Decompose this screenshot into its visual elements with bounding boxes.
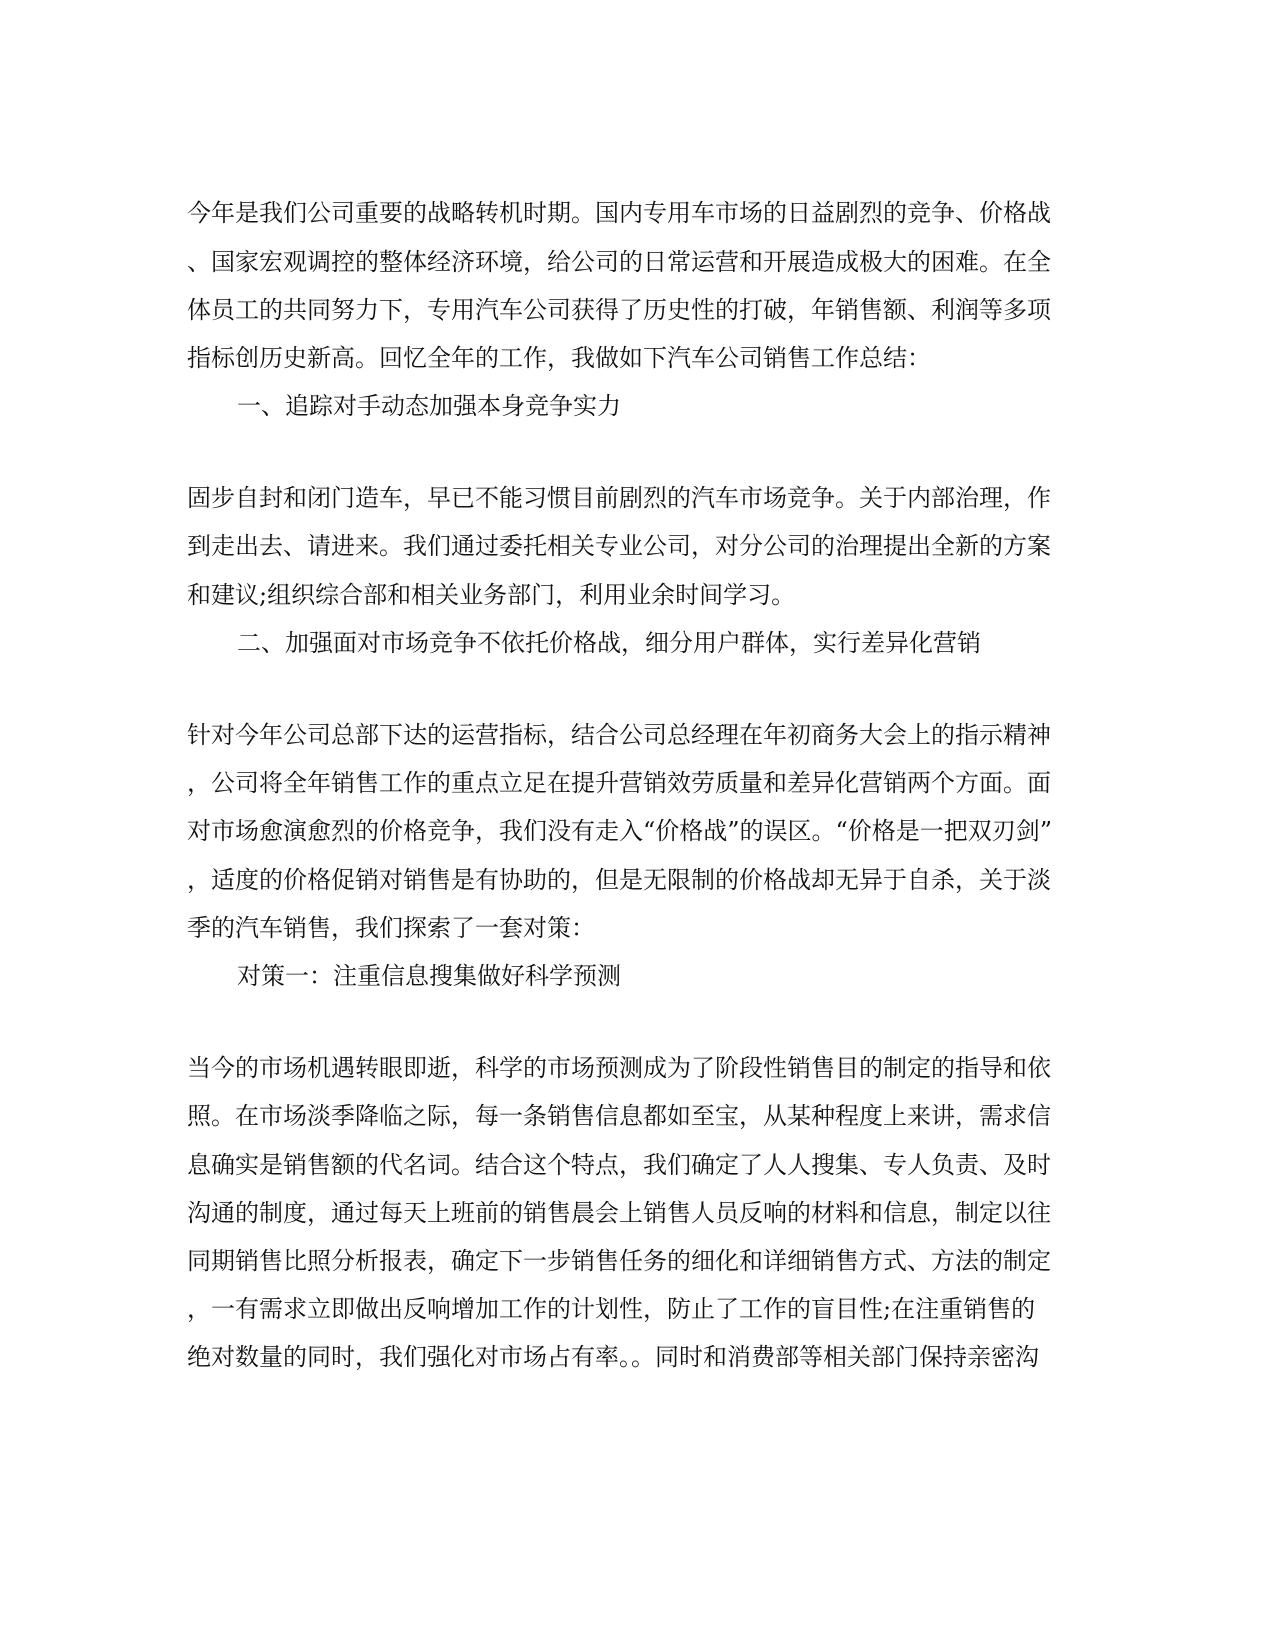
- paragraph-2-line-1: 固步自封和闭门造车，早已不能习惯目前剧烈的汽车市场竞争。关于内部治理，作: [187, 484, 1051, 512]
- paragraph-1-line-1: 今年是我们公司重要的战略转机时期。国内专用车市场的日益剧烈的竞争、价格战: [187, 199, 1051, 227]
- paragraph-1-line-4: 指标创历史新高。回忆全年的工作，我做如下汽车公司销售工作总结：: [187, 344, 931, 372]
- paragraph-1-line-3: 体员工的共同努力下，专用汽车公司获得了历史性的打破，年销售额、利润等多项: [187, 296, 1051, 324]
- paragraph-4-line-4: 沟通的制度，通过每天上班前的销售晨会上销售人员反响的材料和信息，制定以往: [187, 1199, 1051, 1227]
- paragraph-2-line-3: 和建议;组织综合部和相关业务部门，利用业余时间学习。: [187, 581, 796, 609]
- paragraph-3-line-3: 对市场愈演愈烈的价格竞争，我们没有走入“价格战”的误区。“价格是一把双刃剑”: [187, 817, 1053, 845]
- paragraph-2-line-2: 到走出去、请进来。我们通过委托相关专业公司，对分公司的治理提出全新的方案: [187, 532, 1051, 560]
- section-heading-3: 对策一：注重信息搜集做好科学预测: [237, 962, 621, 990]
- paragraph-3-line-2: ，公司将全年销售工作的重点立足在提升营销效劳质量和差异化营销两个方面。面: [187, 769, 1051, 797]
- paragraph-3-line-1: 针对今年公司总部下达的运营指标，结合公司总经理在年初商务大会上的指示精神: [187, 721, 1051, 749]
- section-heading-1: 一、追踪对手动态加强本身竞争实力: [237, 392, 621, 420]
- section-heading-2: 二、加强面对市场竞争不依托价格战，细分用户群体，实行差异化营销: [237, 629, 981, 657]
- paragraph-4-line-6: ，一有需求立即做出反响增加工作的计划性，防止了工作的盲目性;在注重销售的: [187, 1295, 1036, 1323]
- paragraph-4-line-2: 照。在市场淡季降临之际，每一条销售信息都如至宝，从某种程度上来讲，需求信: [187, 1102, 1051, 1130]
- paragraph-4-line-7: 绝对数量的同时，我们强化对市场占有率。。同时和消费部等相关部门保持亲密沟: [187, 1343, 1039, 1371]
- paragraph-3-line-5: 季的汽车销售，我们探索了一套对策：: [187, 914, 595, 942]
- paragraph-4-line-5: 同期销售比照分析报表，确定下一步销售任务的细化和详细销售方式、方法的制定: [187, 1247, 1051, 1275]
- paragraph-3-line-4: ，适度的价格促销对销售是有协助的，但是无限制的价格战却无异于自杀，关于淡: [187, 866, 1051, 894]
- paragraph-4-line-3: 息确实是销售额的代名词。结合这个特点，我们确定了人人搜集、专人负责、及时: [187, 1151, 1051, 1179]
- paragraph-4-line-1: 当今的市场机遇转眼即逝，科学的市场预测成为了阶段性销售目的制定的指导和依: [187, 1054, 1051, 1082]
- paragraph-1-line-2: 、国家宏观调控的整体经济环境，给公司的日常运营和开展造成极大的困难。在全: [187, 248, 1051, 276]
